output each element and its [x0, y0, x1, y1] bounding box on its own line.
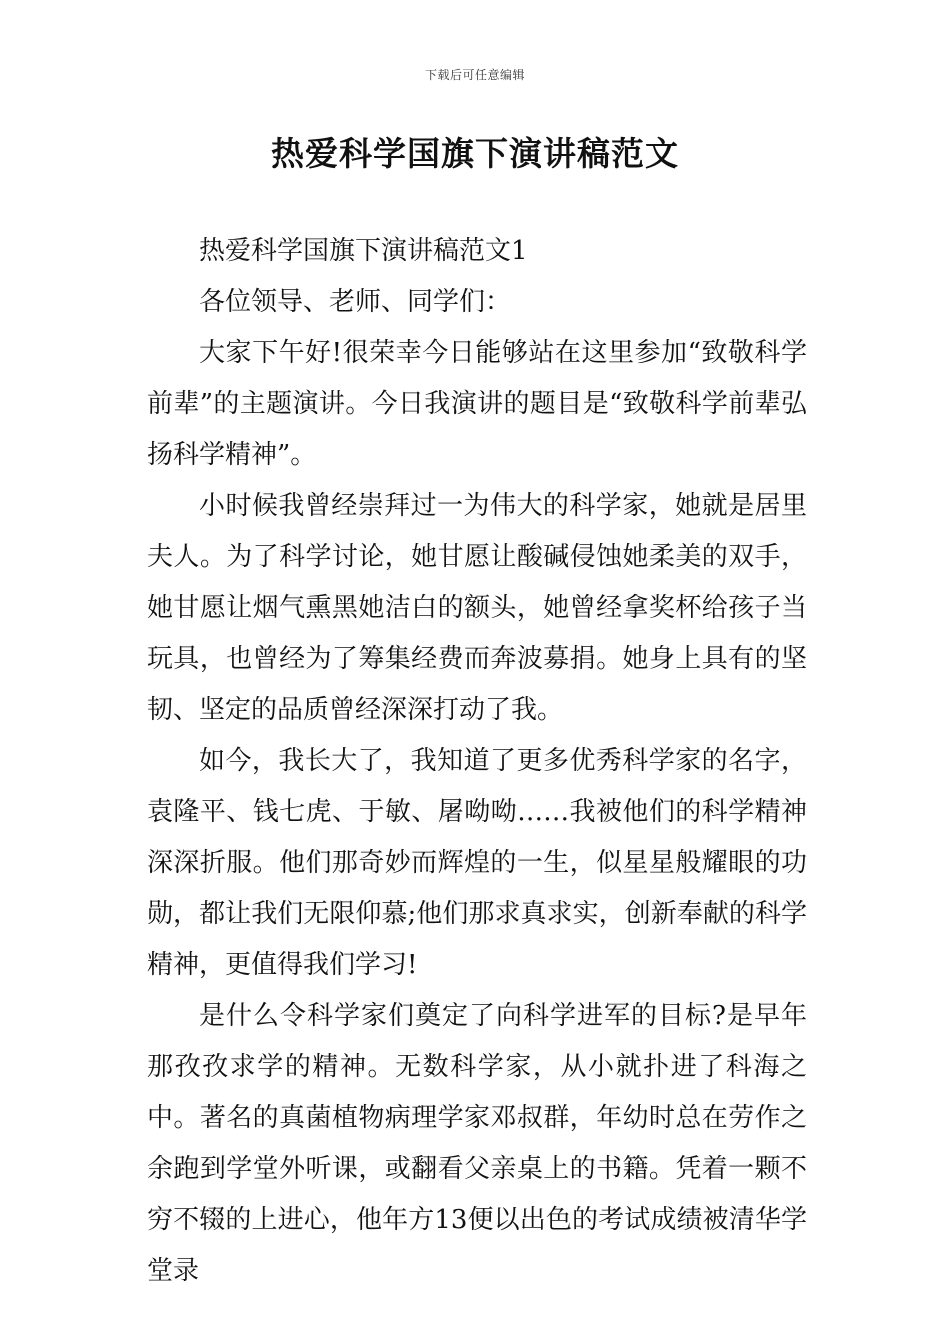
document-title: 热爱科学国旗下演讲稿范文: [271, 134, 679, 173]
paragraph: 是什么令科学家们奠定了向科学进军的目标?是早年那孜孜求学的精神。无数科学家，从小就扑进了科海之中。著名的真菌植物病理学家邓叔群，年幼时总在劳作之余跑到学堂外听课，或翻看父亲桌上的书籍。凭着一颗不穷不辍的上进心，他年方13便以出色的考试成绩被清华学堂录: [147, 1001, 807, 1286]
paragraph-subtitle: 热爱科学国旗下演讲稿范文1: [199, 236, 528, 266]
paragraph: 小时候我曾经崇拜过一为伟大的科学家，她就是居里夫人。为了科学讨论，她甘愿让酸碱侵蚀她柔美的双手，她甘愿让烟气熏黑她洁白的额头，她曾经拿奖杯给孩子当玩具，也曾经为了筹集经费而奔波募捐。她身上具有的坚韧、坚定的品质曾经深深打动了我。: [147, 491, 807, 725]
paragraph: 大家下午好!很荣幸今日能够站在这里参加“致敬科学前辈”的主题演讲。今日我演讲的题目是“致敬科学前辈弘扬科学精神”。: [147, 338, 807, 470]
paragraph: 如今，我长大了，我知道了更多优秀科学家的名字，袁隆平、钱七虎、于敏、屠呦呦……我被他们的科学精神深深折服。他们那奇妙而辉煌的一生，似星星般耀眼的功勋，都让我们无限仰慕;他们那求真求实，创新奉献的科学精神，更值得我们学习!: [147, 746, 807, 980]
header-note: 下载后可任意编辑: [424, 68, 525, 82]
document-body: [147, 226, 807, 1297]
paragraph-salutation: 各位领导、老师、同学们：: [199, 287, 512, 317]
